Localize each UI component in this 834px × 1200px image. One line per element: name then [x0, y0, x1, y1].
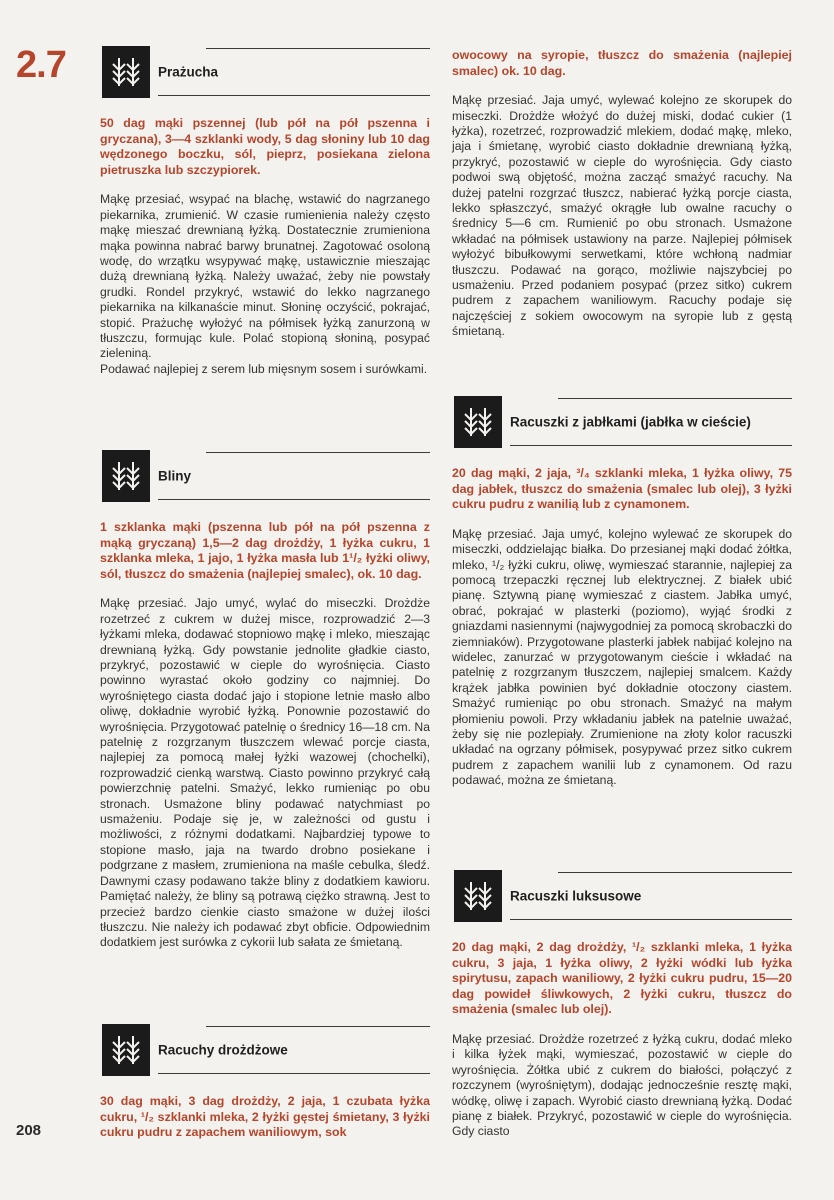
wheat-icon [102, 1024, 150, 1076]
wheat-icon [102, 450, 150, 502]
recipe-bliny [100, 446, 430, 951]
recipe-prazucha [100, 42, 430, 377]
recipe-ingredients: 50 dag mąki pszennej (lub pół na pół pszenna i gryczana), 3—4 szklanki wody, 5 dag słoniny lub 10 dag wędzonego boczku, sól, pieprz, posiekana zielona pietruszka lub szczypiorek. [100, 116, 430, 177]
section-number: 2.7 [16, 44, 66, 86]
recipe-title: Racuszki z jabłkami (jabłka w cieście) [510, 414, 751, 430]
recipe-racuchy-drozdzowe-cont [452, 48, 792, 340]
recipe-header [100, 1020, 430, 1080]
page-number: 208 [16, 1122, 42, 1139]
wheat-icon [454, 870, 502, 922]
recipe-header-rule [158, 46, 430, 98]
recipe-racuszki-z-jablkami [452, 392, 792, 789]
recipe-title: Bliny [158, 468, 192, 484]
recipe-racuszki-luksusowe [452, 866, 792, 1140]
recipe-title: Prażucha [158, 64, 219, 80]
recipe-header-rule [158, 1024, 430, 1076]
recipe-header-rule [158, 450, 430, 502]
recipe-ingredients: 20 dag mąki, 2 jaja, ³/₄ szklanki mleka, 1 łyżka oliwy, 75 dag jabłek, tłuszcz do smażenia (smalec lub olej), 3 łyżki cukru pudru z wanilią lub z cynamonem. [452, 466, 792, 512]
recipe-ingredients: 1 szklanka mąki (pszenna lub pół na pół pszenna z mąką gryczaną) 1,5—2 dag drożdży, 1 łyżka cukru, 1 szklanka mleka, 1 jajo, 1 łyżka masła lub 1¹/₂ łyżki oliwy, sól, tłuszcz do smażenia (najlepiej smalec), ok. 10 dag. [100, 520, 430, 581]
recipe-ingredients: 20 dag mąki, 2 dag drożdży, ¹/₂ szklanki mleka, 1 łyżka cukru, 3 jaja, 1 łyżka oliwy, 2 łyżki wódki lub łyżka spirytusu, zapach waniliowy, 2 łyżki cukru pudru, 15—20 dag powideł śliwkowych, 2 łyżki cukru, tłuszcz do smażenia (smalec lub olej). [452, 940, 792, 1017]
recipe-method: Mąkę przesiać. Jajo umyć, wylać do miseczki. Drożdże rozetrzeć z cukrem w dużej misce, rozprowadzić 2—3 łyżkami mleka, dodawać stopniowo mąkę i mleko, mieszając drewnianą łyżką. Gdy powstanie jednolite gładkie ciasto, przykryć, pozostawić w cieple do wyrośnięcia. Ciasto powinno wyrastać około godziny co najmniej. Do wyrośniętego ciasta dodać jajo i stopione letnie masło albo oliwę, dokładnie wyrobić łyżką. Ponownie pozostawić do wyrośnięcia. Przygotować patelnię o średnicy 16—18 cm. Na patelnię z rozgrzanym tłuszczem wlewać porcje ciasta, najlepiej za pomocą małej łyżki wazowej (chochelki), rozprowadzić cienką warstwą. Ciasto powinno przykryć całą powierzchnię patelni. Smażyć, lekko rumieniąc po obu stronach. Usmażone bliny podawać natychmiast po usmażeniu. Podaje się je, w zależności od gustu i możliwości, z różnymi dodatkami. Najbardziej typowe to stopione masło, jaja na twardo drobno posiekane i podgrzane z masłem, zrumieniona na maśle cebulka, śledź. Dawnymi czasy podawano także bliny z dodatkiem kawioru. Pamiętać należy, że bliny są potrawą ciężko strawną. Jest to przecież bardzo cienkie ciasto smażone w dużej ilości tłuszczu. Nie należy ich podawać zbyt obficie. Odpowiednim dodatkiem jest surówka z cykorii lub sałata ze śmietaną. [100, 596, 430, 950]
recipe-header [100, 42, 430, 102]
recipe-ingredients-continued: owocowy na syropie, tłuszcz do smażenia (najlepiej smalec) ok. 10 dag. [452, 48, 792, 78]
wheat-icon [102, 46, 150, 98]
recipe-title: Racuszki luksusowe [510, 888, 642, 904]
recipe-header [452, 392, 792, 452]
recipe-method: Mąkę przesiać. Jaja umyć, kolejno wylewać ze skorupek do miseczki, oddzielając białka. Do przesianej mąki dodać żółtka, mleko, ¹/₂ łyżki cukru, oliwę, wymieszać starannie, najlepiej za pomocą trzepaczki ręcznej lub elektrycznej. Z białek ubić pianę. Sztywną pianę wymieszać z ciastem. Jabłka umyć, obrać, pokrajać w plasterki (poziomo), wyjąć środki z gniazdami nasiennymi (najwygodniej za pomocą skrobaczki do ziemniaków). Przygotowane plasterki jabłek nabijać kolejno na widelec, zanurzać w przygotowanym cieście i wkładać na patelnię z rozgrzanym tłuszczem, najlepiej smalcem. Każdy krążek jabłka powinien być dokładnie otoczony ciastem. Smażyć rumieniąc po obu stronach. Smażyć na małym płomieniu powoli. Przy wkładaniu jabłek na patelnie uważać, żeby się nie pozlepiały. Zrumienione na złoty kolor racuszki układać na ogrzany półmisek, posypywać przez sitko cukrem pudrem z zapachem wanilii lub z cynamonem. Od razu podawać, można ze śmietaną. [452, 526, 792, 788]
recipe-header [452, 866, 792, 926]
recipe-title: Racuchy drożdżowe [158, 1042, 288, 1058]
wheat-icon [454, 396, 502, 448]
recipe-header-rule [510, 396, 792, 448]
recipe-header [100, 446, 430, 506]
recipe-method: Mąkę przesiać, wsypać na blachę, wstawić do nagrzanego piekarnika, zrumienić. W czasie rumienienia należy często mąkę mieszać drewnianą łyżką. Dostatecznie zrumieniona mąka powinna nabrać barwy brunatnej. Zagotować osoloną wodę, do wrzątku wsypywać mąkę, ustawicznie mieszając dużą drewnianą łyżką. Należy uważać, żeby nie powstały grudki. Rondel przykryć, wstawić do lekko nagrzanego piekarnika na kilkanaście minut. Słoninę oczyścić, pokrajać, stopić. Prażuchę wyłożyć na półmisek łyżką zanurzoną w tłuszczu, formując kule. Polać stopioną słoniną, posypać zieleniną. Podawać najlepiej z serem lub mięsnym sosem i surówkami. [100, 192, 430, 376]
recipe-racuchy-drozdzowe [100, 1020, 430, 1141]
recipe-method: Mąkę przesiać. Drożdże rozetrzeć z łyżką cukru, dodać mleko i kilka łyżek mąki, wymieszać, pozostawić w cieple do wyrośnięcia. Żółtka ubić z cukrem do białości, połączyć z rozczynem (wyrośniętym), dodając jednocześnie resztę mąki, wódkę, oliwę i zapach. Wyrobić ciasto drewnianą łyżką. Dodać pianę z białek. Przykryć, pozostawić w cieple do wyrośnięcia. Gdy ciasto [452, 1031, 792, 1139]
recipe-method: Mąkę przesiać. Jaja umyć, wylewać kolejno ze skorupek do miseczki. Drożdże włożyć do dużej miski, dodać cukier (1 łyżka), rozetrzeć, rozprowadzić mlekiem, dodać mąkę, mleko, jaja i śmietanę, wyrobić ciasto dokładnie drewnianą łyżką, przykryć, pozostawić w cieple do wyrośnięcia. Gdy ciasto podwoi swą objętość, można zacząć smażyć racuchy. Na dużej patelni rozgrzać tłuszcz, nabierać łyżką porcje ciasta, lekko spłaszczyć, smażyć okrągłe lub owalne racuchy o średnicy 5—6 cm. Rumienić po obu stronach. Usmażone wkładać na półmisek ustawiony na parze. Najlepiej półmisek wyłożyć bibułkowymi serwetkami, które wchłoną nadmiar tłuszczu. Podawać na gorąco, możliwie najszybciej po usmażeniu. Przed podaniem posypać (przez sitko) cukrem pudrem z zapachem waniliowym. Racuchy podaje się najczęściej z sokiem owocowym na syropie lub z gęstą śmietaną. [452, 93, 792, 339]
recipe-header-rule [510, 870, 792, 922]
recipe-ingredients: 30 dag mąki, 3 dag drożdży, 2 jaja, 1 czubata łyżka cukru, ¹/₂ szklanki mleka, 2 łyżki gęstej śmietany, 3 łyżki cukru pudru z zapachem waniliowym, sok [100, 1094, 430, 1140]
